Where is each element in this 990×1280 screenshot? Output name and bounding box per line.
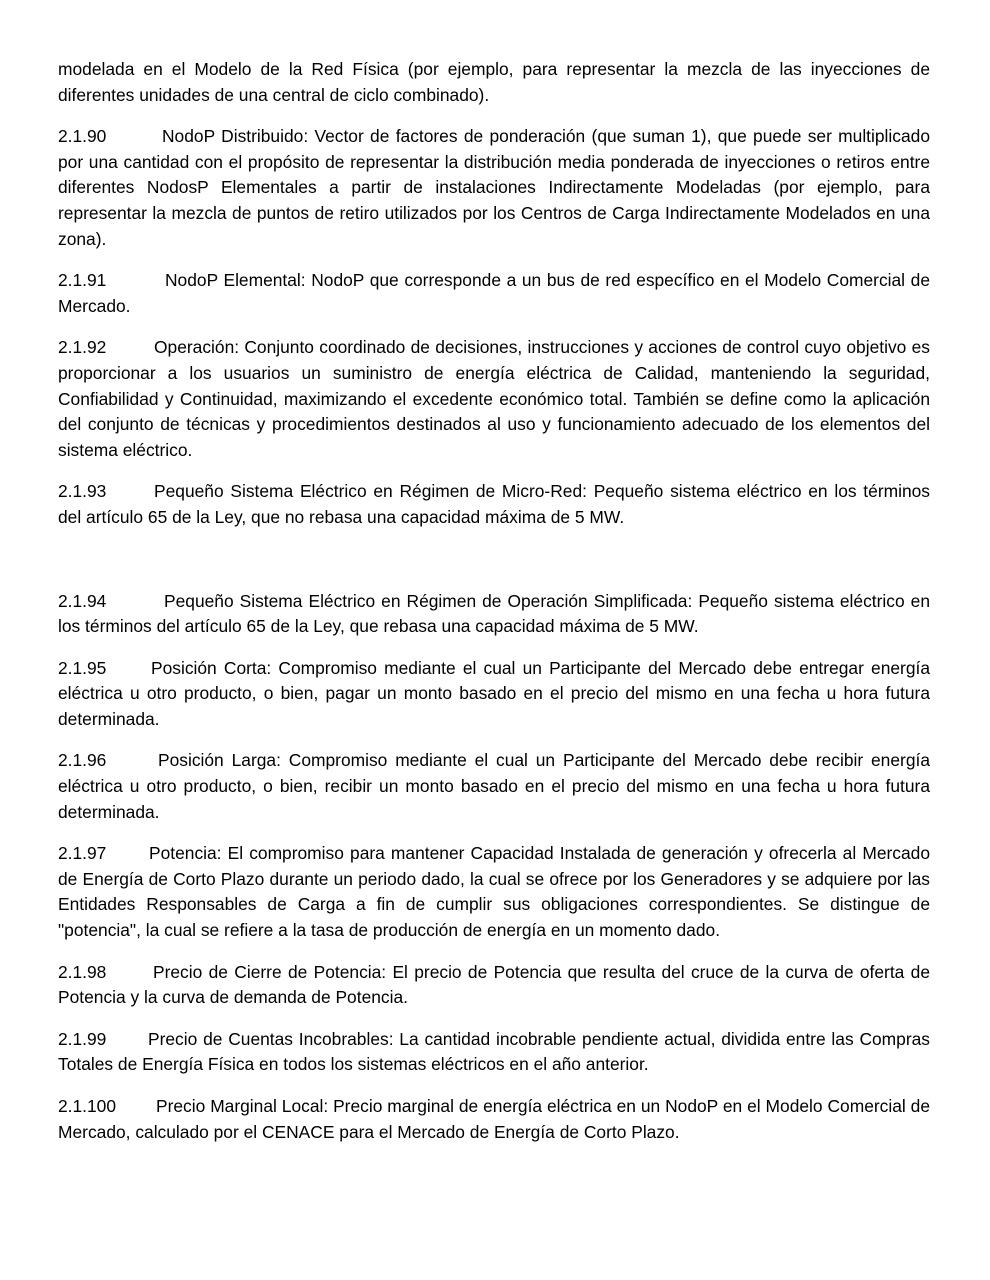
definition-number: 2.1.96 — [58, 750, 107, 771]
definition-2-1-99 — [58, 1027, 930, 1078]
definition-2-1-98 — [58, 960, 930, 1011]
definition-2-1-93 — [58, 479, 930, 530]
definition-number: 2.1.92 — [58, 337, 107, 358]
definition-number: 2.1.100 — [58, 1096, 117, 1116]
definition-2-1-96 — [58, 748, 930, 825]
definition-text: Potencia: El compromiso para mantener Capacidad Instalada de generación y ofrecerla al Mercado de Energía de Corto Plazo durante un periodo dado, la cual se ofrece por los Generadores y se adquiere por las Entidades Responsables de Carga a fin de cumplir sus obligaciones correspondientes. Se distingue de "potencia", la cual se refiere a la tasa de producción de energía en un momento dado. — [58, 843, 930, 941]
definition-text: Precio de Cierre de Potencia: El precio de Potencia que resulta del cruce de la curva de oferta de Potencia y la curva de demanda de Potencia. — [58, 961, 930, 1008]
definition-text: NodoP Elemental: NodoP que corresponde a un bus de red específico en el Modelo Comercial de Mercado. — [58, 270, 930, 316]
definition-number: 2.1.99 — [58, 1028, 107, 1049]
definition-text: Posición Corta: Compromiso mediante el cual un Participante del Mercado debe entregar energía eléctrica u otro producto, o bien, pagar un monto basado en el precio del mismo en una fecha u hora futura determinada. — [58, 657, 930, 729]
definition-number: 2.1.91 — [58, 270, 107, 291]
definition-number: 2.1.93 — [58, 481, 107, 502]
definition-2-1-97 — [58, 841, 930, 943]
definition-2-1-100 — [58, 1094, 930, 1145]
definition-text: Operación: Conjunto coordinado de decisiones, instrucciones y acciones de control cuyo objetivo es proporcionar a los usuarios un suministro de energía eléctrica de Calidad, manteniendo la seguridad, Confiabilidad y Continuidad, maximizando el excedente económico total. También se define como la aplicación del conjunto de técnicas y procedimientos destinados al uso y funcionamiento adecuado de los elementos del sistema eléctrico. — [58, 337, 930, 460]
definition-number: 2.1.94 — [58, 590, 107, 611]
definition-2-1-94 — [58, 589, 930, 640]
definition-text: Pequeño Sistema Eléctrico en Régimen de Operación Simplificada: Pequeño sistema eléctrico en los términos del artículo 65 de la Ley, que rebasa una capacidad máxima de 5 MW. — [58, 590, 930, 637]
definition-number: 2.1.98 — [58, 961, 107, 982]
definition-text: Pequeño Sistema Eléctrico en Régimen de Micro-Red: Pequeño sistema eléctrico en los términos del artículo 65 de la Ley, que no rebasa una capacidad máxima de 5 MW. — [58, 481, 930, 527]
intro-paragraph: modelada en el Modelo de la Red Física (por ejemplo, para representar la mezcla de las inyecciones de diferentes unidades de una central de ciclo combinado). — [58, 59, 930, 105]
definition-2-1-92 — [58, 335, 930, 463]
definition-2-1-95 — [58, 656, 930, 733]
definition-2-1-90 — [58, 124, 930, 252]
definition-number: 2.1.97 — [58, 843, 107, 864]
definition-text: Precio de Cuentas Incobrables: La cantidad incobrable pendiente actual, dividida entre las Compras Totales de Energía Física en todos los sistemas eléctricos en el año anterior. — [58, 1028, 930, 1075]
definition-number: 2.1.95 — [58, 657, 107, 678]
document-page — [58, 57, 930, 1161]
definition-text: Precio Marginal Local: Precio marginal de energía eléctrica en un NodoP en el Modelo Comercial de Mercado, calculado por el CENACE para el Mercado de Energía de Corto Plazo. — [58, 1096, 930, 1142]
definition-text: Posición Larga: Compromiso mediante el cual un Participante del Mercado debe recibir energía eléctrica u otro producto, o bien, recibir un monto basado en el precio del mismo en una fecha u hora futura determinada. — [58, 750, 930, 822]
definition-number: 2.1.90 — [58, 126, 107, 147]
definition-text: NodoP Distribuido: Vector de factores de ponderación (que suman 1), que puede ser multiplicado por una cantidad con el propósito de representar la distribución media ponderada de inyecciones o retiros entre diferentes NodosP Elementales a partir de instalaciones Indirectamente Modeladas (por ejemplo, para representar la mezcla de puntos de retiro utilizados por los Centros de Carga Indirectamente Modelados en una zona). — [58, 126, 930, 249]
definition-2-1-91 — [58, 268, 930, 319]
